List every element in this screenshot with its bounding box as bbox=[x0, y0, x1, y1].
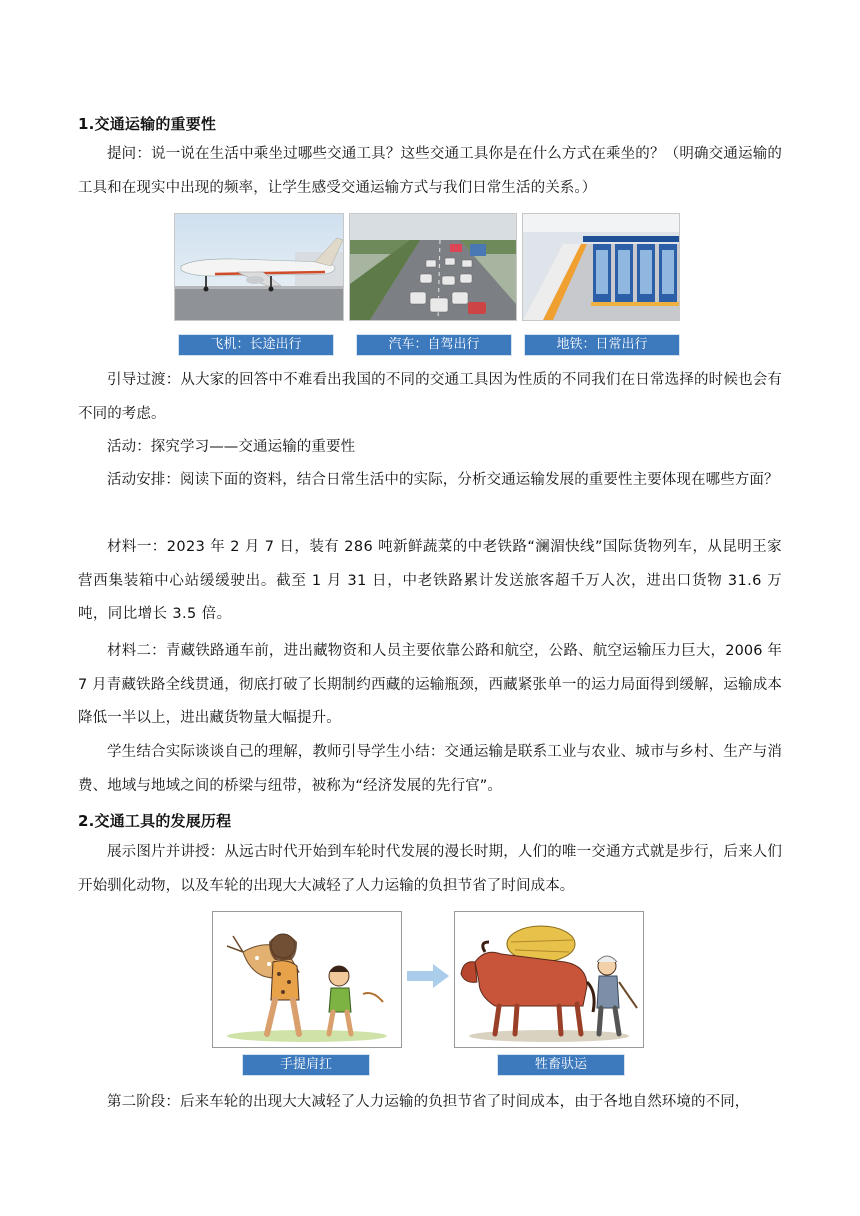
pack-animal-illustration bbox=[454, 911, 644, 1048]
subway-photo bbox=[522, 213, 680, 321]
development-intro-paragraph: 展示图片并讲授：从远古时代开始到车轮时代发展的漫长时期，人们的唯一交通方式就是步行，后来人们开始驯化动物，以及车轮的出现大大减轻了人力运输的负担节省了时间成本。 bbox=[78, 844, 782, 894]
caption-subway: 地铁：日常出行 bbox=[524, 334, 680, 356]
activity-paragraph: 活动：探究学习——交通运输的重要性 bbox=[107, 439, 356, 455]
stage-two-paragraph: 第二阶段：后来车轮的出现大大减轻了人力运输的负担节省了时间成本，由于各地自然环境的不同， bbox=[107, 1094, 750, 1110]
right-arrow-icon bbox=[407, 964, 449, 988]
material-two-paragraph: 材料二：青藏铁路通车前，进出藏物资和人员主要依靠公路和航空，公路、航空运输压力巨大，2006 年 7 月青藏铁路全线贯通，彻底打破了长期制约西藏的运输瓶颈，西藏紧张单一的运力局面得到缓解，运输成本降低一半以上，进出藏货物量大幅提升。 bbox=[78, 643, 782, 726]
material-one-paragraph: 材料一：2023 年 2 月 7 日，装有 286 吨新鲜蔬菜的中老铁路“澜湄快线”国际货物列车，从昆明王家营西集装箱中心站缓缓驶出。截至 1 月 31 日，中老铁路累计发送旅客超千万人次，进出口货物 31.6 万吨，同比增长 3.5 倍。 bbox=[78, 539, 782, 622]
airplane-photo bbox=[174, 213, 344, 321]
carrying-by-hand-illustration bbox=[212, 911, 402, 1048]
caption-carrying: 手提肩扛 bbox=[242, 1054, 370, 1076]
traffic-photo bbox=[349, 213, 517, 321]
summary-paragraph: 学生结合实际谈谈自己的理解，教师引导学生小结：交通运输是联系工业与农业、城市与乡村、生产与消费、地域与地域之间的桥梁与纽带，被称为“经济发展的先行官”。 bbox=[78, 744, 782, 794]
caption-airplane: 飞机：长途出行 bbox=[178, 334, 334, 356]
question-paragraph: 提问：说一说在生活中乘坐过哪些交通工具？这些交通工具你是在什么方式在乘坐的？（明确交通运输的工具和在现实中出现的频率，让学生感受交通运输方式与我们日常生活的关系。） bbox=[78, 146, 782, 196]
section-heading-development: 2.交通工具的发展历程 bbox=[78, 812, 232, 830]
transition-paragraph: 引导过渡：从大家的回答中不难看出我国的不同的交通工具因为性质的不同我们在日常选择的时候也会有不同的考虑。 bbox=[78, 372, 782, 422]
section-heading-importance: 1.交通运输的重要性 bbox=[78, 115, 217, 133]
arrangement-paragraph: 活动安排：阅读下面的资料，结合日常生活中的实际，分析交通运输发展的重要性主要体现在哪些方面？ bbox=[107, 472, 779, 488]
caption-pack-animal: 牲畜驮运 bbox=[497, 1054, 625, 1076]
caption-car: 汽车：自驾出行 bbox=[356, 334, 512, 356]
